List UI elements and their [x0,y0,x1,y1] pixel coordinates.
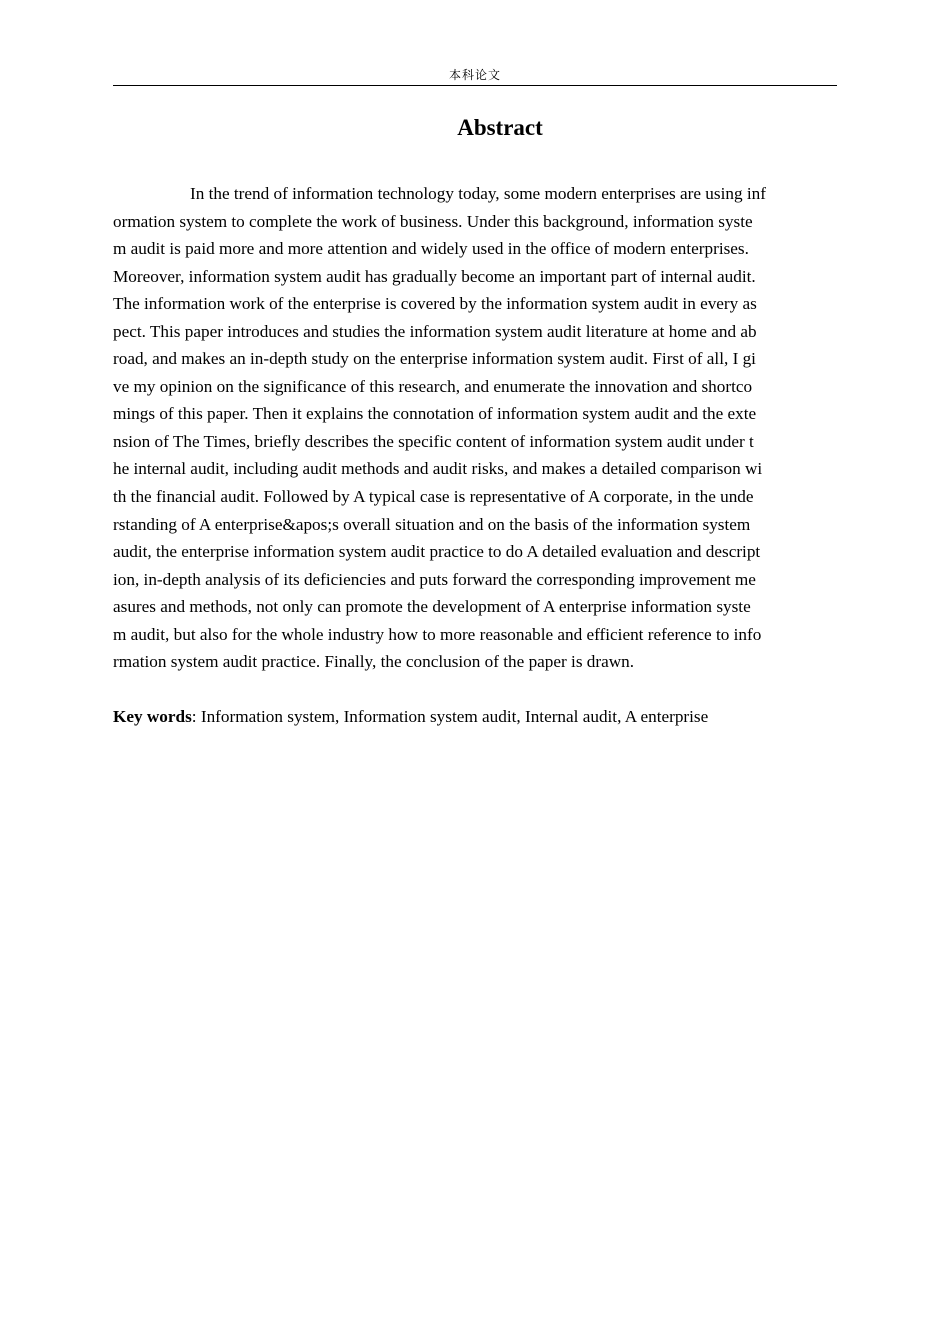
keywords-separator: : [191,707,201,726]
header-rule [113,85,837,86]
abstract-title: Abstract [457,115,543,140]
abstract-line: rmation system audit practice. Finally, the conclusion of the paper is drawn. [113,652,635,672]
abstract-line: th the financial audit. Followed by A typical case is representative of A corporate, in the unde [113,487,754,507]
abstract-line: pect. This paper introduces and studies the information system audit literature at home and ab [113,321,757,341]
abstract-line: asures and methods, not only can promote the development of A enterprise information syste [113,597,751,617]
running-header: 本科论文 [448,68,501,82]
abstract-line: ormation system to complete the work of business. Under this background, information syste [113,211,753,231]
abstract-line: In the trend of information technology today, some modern enterprises are using inf [190,184,766,203]
abstract-line: nsion of The Times, briefly describes the specific content of information system audit under t [113,431,754,451]
keywords-text: Information system, Information system audit, Internal audit, A enterprise [200,707,709,726]
keywords-line [113,703,839,730]
abstract-line: Moreover, information system audit has gradually become an important part of internal audit. [113,266,756,286]
abstract-line: ve my opinion on the significance of this research, and enumerate the innovation and shortco [113,376,753,396]
abstract-line: he internal audit, including audit methods and audit risks, and makes a detailed comparison wi [113,459,763,479]
abstract-line: road, and makes an in-depth study on the enterprise information system audit. First of all, I gi [113,349,756,369]
abstract-line: m audit, but also for the whole industry how to more reasonable and efficient reference to info [113,624,762,644]
abstract-body [113,180,839,676]
keywords-label: Key words [113,707,192,726]
abstract-line: rstanding of A enterprise&apos;s overall situation and on the basis of the information system [113,514,751,534]
abstract-line: mings of this paper. Then it explains the connotation of information system audit and the exte [113,404,757,424]
abstract-line: The information work of the enterprise is covered by the information system audit in every as [113,294,757,314]
abstract-line: audit, the enterprise information system audit practice to do A detailed evaluation and descript [113,542,761,562]
abstract-line: ion, in-depth analysis of its deficiencies and puts forward the corresponding improvement me [113,569,756,589]
abstract-line: m audit is paid more and more attention and widely used in the office of modern enterprises. [113,239,749,259]
